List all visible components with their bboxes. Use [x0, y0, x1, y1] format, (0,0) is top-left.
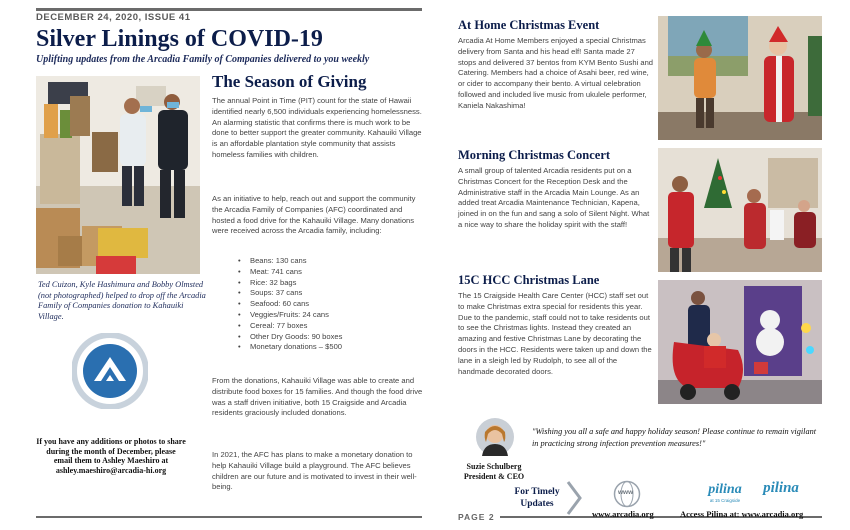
pilina-sub-text: at 15 Craigside — [709, 498, 741, 503]
list-item: • Meat: 741 cans — [238, 267, 418, 278]
website-link[interactable]: www.arcadia.org — [592, 509, 654, 519]
list-item: • Monetary donations – $500 — [238, 342, 418, 353]
article-title: The Season of Giving — [212, 72, 367, 91]
pilina-brand-text: pilina — [763, 480, 799, 496]
pilina-logo — [700, 482, 750, 503]
section-title: 15C HCC Christmas Lane — [458, 273, 600, 287]
timely-line: For Timely — [514, 487, 560, 497]
president-role: President & CEO — [463, 472, 525, 481]
list-item: • Other Dry Goods: 90 boxes — [238, 332, 418, 343]
donations-list — [238, 256, 418, 353]
article-paragraph: From the donations, Kahauiki Village was able to create and distribute food boxes for 15 families. And though the food drive was a staff driven initiative, both 15 Craigside and Arcadia residents graciously included donations. — [212, 376, 423, 418]
section-title: At Home Christmas Event — [458, 18, 600, 32]
section-body: Arcadia At Home Members enjoyed a special Christmas delivery from Santa and his head elf! Santa made 27 stops and delivered 37 bentos from KYM Bento Sushi and Catering. Members had a choice of Asahi beer, red wine, or cider to accompany their bento. A virtual celebration followed and included live music from ukulele performer, Kaniela Nakashima! — [458, 36, 654, 110]
section-body: A small group of talented Arcadia residents put on a Christmas Concert for the Reception Desk and the Administrative staff in the Arcadia Main Lounge. As an added treat Arcadia Maintenance Technician, Kapena, joined in on the fun and sang a solo of Silent Night. What a nice way to share the holiday spirit with the staff! — [458, 166, 650, 229]
masthead-title: Silver Linings of COVID-19 — [36, 26, 323, 52]
section-body: The 15 Craigside Health Care Center (HCC) staff set out to make Christmas extra special for residents this year. Due to the pandemic, staff could not to take residents out to see the Christmas lights. Instead they created an amazing and festive Christmas Lane by decorating the doors in the HCC. Residents were taken up and down the lane in a sleigh led by Rudolph, to see all of the handmade decorated doors. — [458, 291, 652, 376]
bottom-rule-left — [36, 516, 422, 518]
president-portrait — [476, 418, 514, 456]
top-rule-left — [36, 8, 422, 11]
president-name: Suzie Schulberg — [466, 462, 522, 471]
page-number: PAGE 2 — [458, 512, 495, 522]
arcadia-logo — [72, 333, 148, 409]
timely-updates-label — [506, 486, 568, 510]
list-item: • Veggies/Fruits: 24 cans — [238, 310, 418, 321]
issue-line: DECEMBER 24, 2020, ISSUE 41 — [36, 12, 191, 23]
contact-note: If you have any additions or photos to share during the month of December, please email them to Ashley Maeshiro at ashley.maeshiro@arcadia-hi.org — [36, 437, 186, 475]
list-item: • Soups: 37 cans — [238, 288, 418, 299]
list-item: • Cereal: 77 boxes — [238, 321, 418, 332]
christmas-lane-photo — [658, 280, 822, 404]
timely-line: Updates — [520, 499, 554, 509]
pilina-brand-text: pilina — [708, 482, 742, 497]
president-quote: "Wishing you all a safe and happy holiday season! Please continue to remain vigilant in practicing strong infection prevention measures!" — [532, 427, 817, 448]
article-paragraph: As an initiative to help, reach out and support the community the Arcadia Family of Companies (AFC) coordinated and hosted a food drive for the Kahauiki Village. Many donations were received across the Arcadia family, including: — [212, 194, 416, 236]
article-paragraph: The annual Point in Time (PIT) count for the state of Hawaii identified nearly 6,500 individuals experiencing homelessness. An alarming statistic that confirms there is much work to be done to better support the greater community. Kahauiki Village is an affordable plantation style community that assists homeless families with children. — [212, 96, 422, 159]
article-paragraph: In 2021, the AFC has plans to make a monetary donation to help Kahauiki Village build a playground. The AFC believes children are our future and is motivated to invest in their well-being. — [212, 450, 417, 492]
pilina-link[interactable]: Access Pilina at: www.arcadia.org — [680, 509, 804, 519]
president-block — [458, 462, 530, 482]
tagline: Uplifting updates from the Arcadia Family of Companies delivered to you weekly — [36, 54, 370, 65]
food-drive-photo — [36, 76, 200, 274]
concert-photo — [658, 148, 822, 272]
pilina-logo — [758, 480, 804, 497]
www-text: www — [618, 489, 634, 496]
list-item: • Beans: 130 cans — [238, 256, 418, 267]
photo-caption: Ted Cuizon, Kyle Hashimura and Bobby Olmsted (not photographed) helped to drop off the Arcadia Family of Companies donation to Kahauiki Village. — [38, 280, 206, 321]
list-item: • Rice: 32 bags — [238, 278, 418, 289]
chevron-right-icon — [566, 480, 582, 521]
santa-elf-photo — [658, 16, 822, 140]
list-item: • Seafood: 60 cans — [238, 299, 418, 310]
section-title: Morning Christmas Concert — [458, 148, 611, 162]
